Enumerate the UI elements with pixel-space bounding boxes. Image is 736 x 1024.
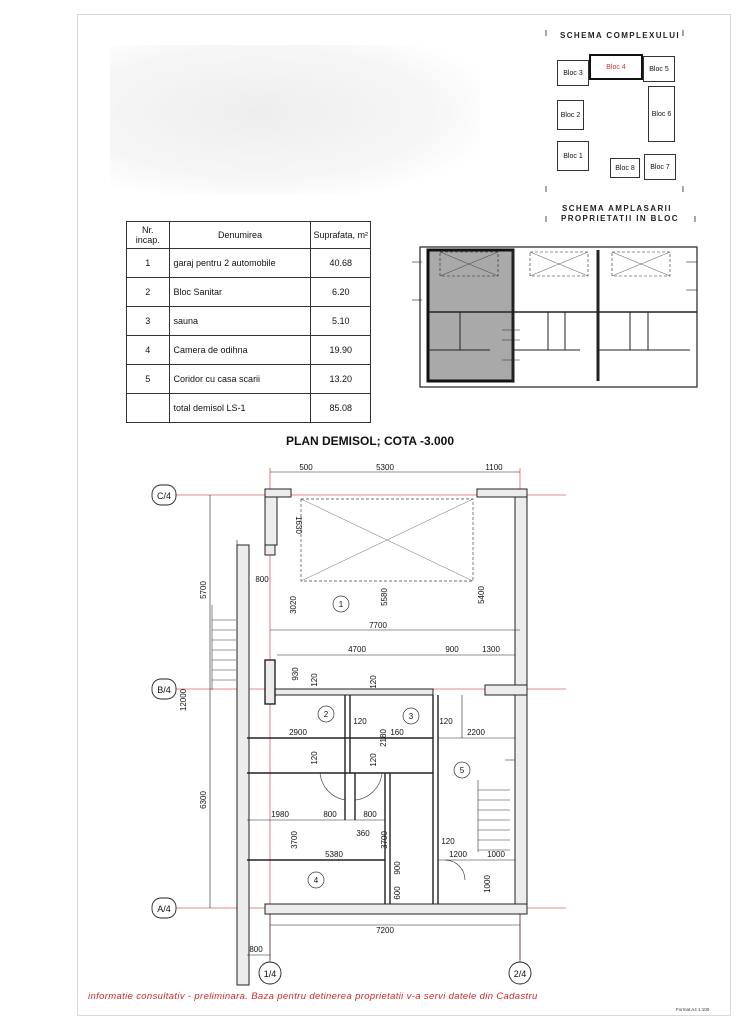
row-nr: 4: [127, 336, 170, 365]
row-area: 40.68: [311, 249, 371, 278]
dim-text: 4700: [348, 645, 366, 654]
header-nr: Nr. incap.: [127, 222, 170, 249]
dim-text: 120: [353, 717, 367, 726]
header-name: Denumirea: [169, 222, 311, 249]
dim-text: 1630: [294, 516, 303, 534]
dim-text: 3020: [289, 596, 298, 614]
dim-text: 2900: [289, 728, 307, 737]
bloc-3: Bloc 3: [557, 60, 589, 86]
row-nr: 3: [127, 307, 170, 336]
total-area: 85.08: [311, 394, 371, 423]
row-area: 19.90: [311, 336, 371, 365]
footer-note: informatie consultativ - preliminara. Baza pentru detinerea proprietatii v-a servi datele din Cadastru: [88, 991, 538, 1002]
header-area: Suprafata, m²: [311, 222, 371, 249]
dim-text: 3700: [290, 831, 299, 849]
total-label: total demisol LS-1: [169, 394, 311, 423]
dim-text: 120: [369, 675, 378, 689]
dim-text: 1000: [483, 875, 492, 893]
dim-text: 360: [356, 829, 370, 838]
row-name: Bloc Sanitar: [169, 278, 311, 307]
format-note: Format A4 1:100: [676, 1007, 710, 1012]
bloc-6: Bloc 6: [648, 86, 675, 142]
partitions: [247, 660, 438, 904]
row-nr: 2: [127, 278, 170, 307]
dim-text: 800: [249, 945, 263, 954]
dim-text: 6300: [199, 791, 208, 809]
row-name: garaj pentru 2 automobile: [169, 249, 311, 278]
dim-text: 900: [393, 861, 402, 875]
bloc-7: Bloc 7: [644, 154, 676, 180]
dim-text: 5580: [380, 588, 389, 606]
axis-label-a4: A/4: [157, 904, 171, 914]
left-stair: [212, 605, 236, 690]
dim-text: 2180: [379, 729, 388, 747]
axis-label-c4: C/4: [156, 491, 172, 501]
dim-text: 800: [323, 810, 337, 819]
room-number-4: 4: [313, 876, 319, 885]
bloc-2: Bloc 2: [557, 100, 584, 130]
axis-lines: [176, 468, 566, 960]
room-number-2: 2: [323, 710, 329, 719]
room-number-1: 1: [338, 600, 344, 609]
bloc-8: Bloc 8: [610, 158, 640, 178]
dim-text: 800: [255, 575, 269, 584]
bloc-4-selected: Bloc 4: [589, 54, 643, 80]
dim-text: 1980: [271, 810, 289, 819]
dim-text: 120: [310, 673, 319, 687]
dim-text: 7200: [376, 926, 394, 935]
dim-text: 1200: [449, 850, 467, 859]
axis-label-1-4: 1/4: [263, 969, 277, 979]
dim-text: 1300: [482, 645, 500, 654]
room-number-3: 3: [408, 712, 414, 721]
dim-text: 7700: [369, 621, 387, 630]
dim-text: 2200: [467, 728, 485, 737]
garage-cross: [301, 499, 473, 581]
row-name: Coridor cu casa scarii: [169, 365, 311, 394]
bloc-1: Bloc 1: [557, 141, 589, 171]
axis-label-b4: B/4: [157, 685, 171, 695]
dim-text: 930: [291, 667, 300, 681]
row-area: 6.20: [311, 278, 371, 307]
schema-location-title-1: SCHEMA AMPLASARII: [562, 204, 672, 213]
dim-text: 160: [390, 728, 404, 737]
room-number-5: 5: [459, 766, 465, 775]
row-nr: 5: [127, 365, 170, 394]
dim-text: 800: [363, 810, 377, 819]
dim-text: 5700: [199, 581, 208, 599]
schema-complex-title: SCHEMA COMPLEXULUI: [560, 31, 681, 40]
schema-location-title-2: PROPRIETATII IN BLOC: [561, 214, 679, 223]
axis-label-2-4: 2/4: [513, 969, 527, 979]
dim-text: 1000: [487, 850, 505, 859]
row-nr: 1: [127, 249, 170, 278]
row-area: 13.20: [311, 365, 371, 394]
dim-text: 600: [393, 886, 402, 900]
row-area: 5.10: [311, 307, 371, 336]
dim-text: 120: [439, 717, 453, 726]
dim-text: 120: [369, 753, 378, 767]
dim-text: 900: [445, 645, 459, 654]
plan-title: PLAN DEMISOL; COTA -3.000: [285, 434, 455, 448]
row-name: sauna: [169, 307, 311, 336]
dim-text: 500: [299, 463, 313, 472]
dim-text: 3700: [380, 831, 389, 849]
right-stair: [478, 760, 515, 852]
dim-text: 12000: [179, 688, 188, 712]
dim-text: 5380: [325, 850, 343, 859]
row-name: Camera de odihna: [169, 336, 311, 365]
dim-text: 120: [310, 751, 319, 765]
dim-text: 120: [441, 837, 455, 846]
dim-text: 5300: [376, 463, 394, 472]
bloc-5: Bloc 5: [643, 56, 675, 82]
dim-text: 1100: [485, 463, 503, 472]
dim-text: 5400: [477, 586, 486, 604]
